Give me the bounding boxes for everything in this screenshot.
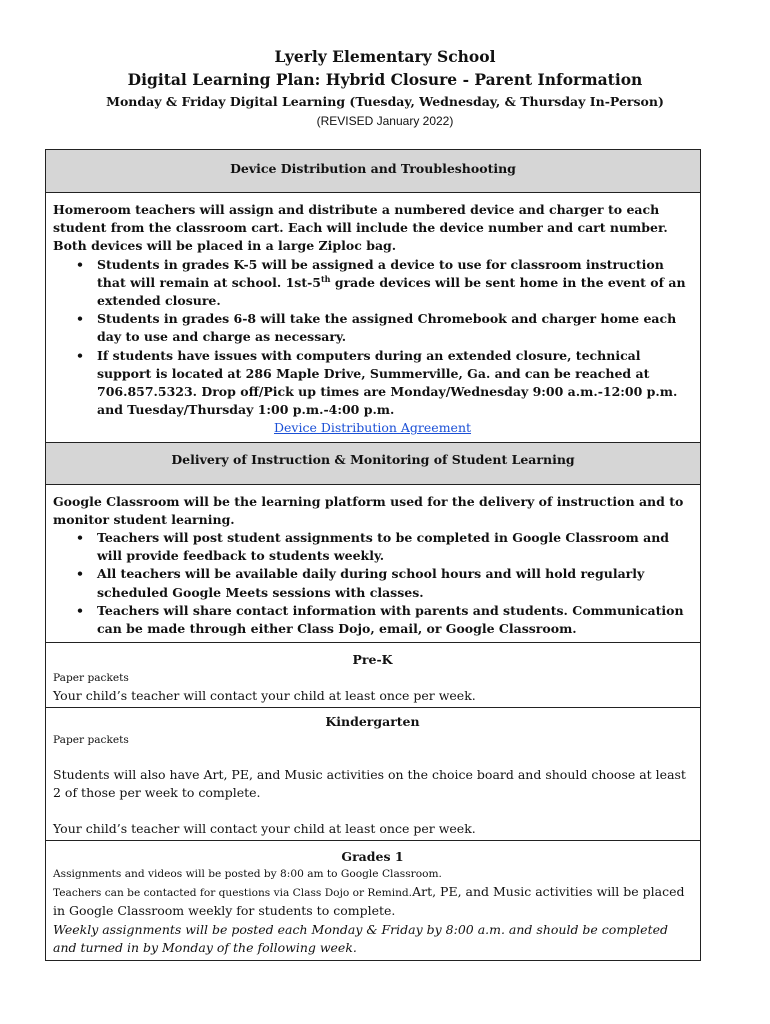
list-item: • Students in grades K-5 will be assigned a device to use for classroom instruction that will remain at school. 1st-5th grade devices will be sent home in the event of an extended closure. bbox=[97, 256, 692, 311]
device-section bbox=[46, 193, 700, 443]
grade1-assignments: Assignments and videos will be posted by 8:00 am to Google Classroom. bbox=[53, 868, 442, 881]
grade1-section bbox=[46, 841, 700, 960]
list-item: • Teachers will post student assignments to be completed in Google Classroom and will provide feedback to students weekly. bbox=[97, 529, 692, 565]
kindergarten-title: Kindergarten bbox=[325, 713, 420, 729]
list-item: • If students have issues with computers during an extended closure, technical support is located at 286 Maple Drive, Summerville, Ga. and can be reached at 706.857.5323. Drop off/Pick up times are Monday/Wednesday 9:00 a.m.-12:00 p.m. and Tuesday/Thursday 1:00 p.m.-4:00 p.m. bbox=[97, 347, 692, 420]
device-section-heading: Device Distribution and Troubleshooting bbox=[46, 150, 700, 193]
kindergarten-format: Paper packets bbox=[53, 733, 129, 746]
instruction-bullets bbox=[53, 529, 692, 638]
device-intro: Homeroom teachers will assign and distribute a numbered device and charger to each student from the classroom cart. Each will include the device number and cart number. Both devices will be placed in a large Ziploc bag. bbox=[53, 202, 668, 254]
list-item: • All teachers will be available daily during school hours and will hold regularly scheduled Google Meets sessions with classes. bbox=[97, 565, 692, 601]
device-agreement-link[interactable]: Device Distribution Agreement bbox=[273, 420, 472, 436]
prek-section bbox=[46, 643, 700, 708]
plan-table bbox=[45, 149, 701, 961]
revised-note: (REVISED January 2022) bbox=[316, 114, 454, 128]
schedule-subtitle: Monday & Friday Digital Learning (Tuesday, Wednesday, & Thursday In-Person) bbox=[106, 94, 664, 109]
instruction-intro: Google Classroom will be the learning platform used for the delivery of instruction and to monitor student learning. bbox=[53, 493, 684, 527]
kindergarten-section bbox=[46, 708, 700, 842]
kindergarten-contact: Your child’s teacher will contact your child at least once per week. bbox=[53, 820, 476, 836]
instruction-section-heading: Delivery of Instruction & Monitoring of Student Learning bbox=[46, 443, 700, 485]
instruction-section bbox=[46, 485, 700, 644]
kindergarten-specials: Students will also have Art, PE, and Music activities on the choice board and should choose at least 2 of those per week to complete. bbox=[53, 766, 686, 801]
school-name: Lyerly Elementary School bbox=[274, 47, 496, 66]
device-bullets bbox=[53, 256, 692, 420]
grade1-title: Grades 1 bbox=[341, 849, 404, 865]
prek-title: Pre-K bbox=[352, 652, 393, 668]
plan-title: Digital Learning Plan: Hybrid Closure - Parent Information bbox=[127, 70, 643, 89]
grade1-schedule: Weekly assignments will be posted each Monday & Friday by 8:00 a.m. and should be completed and turned in by Monday of the following week. bbox=[53, 921, 668, 956]
list-item: • Students in grades 6-8 will take the assigned Chromebook and charger home each day to use and charge as necessary. bbox=[97, 310, 692, 346]
prek-format: Paper packets bbox=[53, 672, 129, 685]
grade1-contact: Teachers can be contacted for questions via Class Dojo or Remind.Art, PE, and Music activities will be placed in Google Classroom weekly for students to complete. bbox=[53, 884, 685, 919]
list-item: • Teachers will share contact information with parents and students. Communication can be made through either Class Dojo, email, or Google Classroom. bbox=[97, 602, 692, 638]
document-header bbox=[0, 46, 770, 130]
prek-contact: Your child’s teacher will contact your child at least once per week. bbox=[53, 688, 476, 704]
